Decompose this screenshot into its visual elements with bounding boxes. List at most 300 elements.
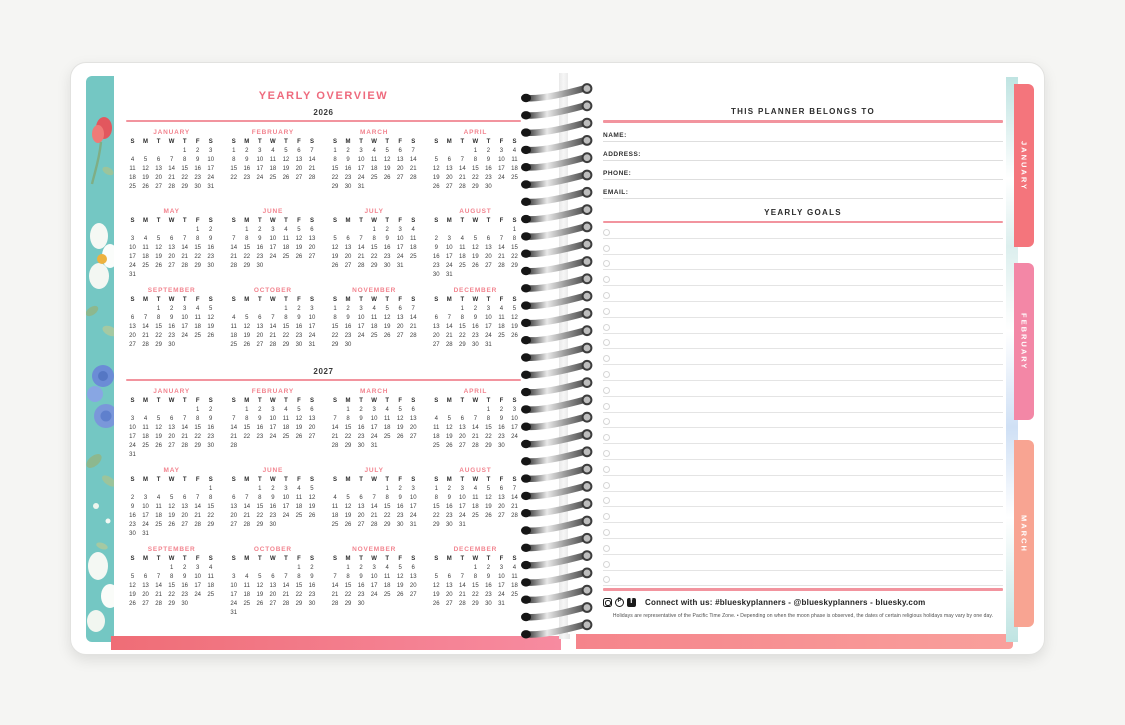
day-cell: 26: [396, 592, 404, 598]
day-cell: 4: [333, 495, 337, 501]
weekday-header: T: [182, 556, 187, 562]
day-cell: 7: [232, 236, 236, 242]
weekday-header: M: [244, 297, 250, 303]
day-cell: 25: [432, 443, 440, 449]
weekday-header: W: [371, 398, 377, 404]
month-grid: [329, 476, 420, 530]
day-cell: 12: [383, 315, 391, 321]
day-cell: 17: [181, 324, 188, 330]
day-cell: 9: [434, 245, 438, 251]
year-section: [126, 108, 521, 359]
weekday-header: S: [231, 139, 236, 145]
goal-line: [603, 555, 1003, 571]
day-cell: 1: [232, 148, 236, 154]
day-cell: 6: [486, 236, 491, 242]
empty-day-cell: [227, 226, 240, 235]
day-cell: 6: [169, 236, 174, 242]
day-cell: 11: [511, 157, 518, 163]
day-cell: 14: [155, 583, 162, 589]
weekday-header: S: [333, 297, 338, 303]
day-cell: 28: [370, 522, 378, 528]
empty-day-cell: [456, 226, 469, 235]
day-cell: 2: [271, 486, 275, 492]
day-cell: 20: [485, 254, 492, 260]
weekday-header: W: [371, 139, 377, 145]
weekday-header: S: [434, 398, 439, 404]
day-cell: 8: [182, 157, 187, 163]
day-cell: 20: [155, 175, 162, 181]
day-cell: 6: [346, 236, 350, 242]
day-cell: 20: [142, 592, 149, 598]
month-grid: [227, 555, 318, 618]
day-cell: 4: [473, 486, 478, 492]
day-cell: 8: [473, 574, 478, 580]
day-cell: 30: [485, 184, 492, 190]
day-cell: 10: [269, 236, 277, 242]
day-cell: 1: [209, 486, 213, 492]
empty-day-cell: [443, 305, 456, 314]
day-cell: 13: [409, 574, 417, 580]
weekday-header: M: [446, 297, 452, 303]
day-cell: 28: [230, 263, 238, 269]
month-grid: [126, 397, 217, 460]
empty-day-cell: [126, 226, 139, 235]
day-cell: 3: [372, 407, 376, 413]
day-cell: 30: [207, 263, 215, 269]
day-cell: 20: [269, 592, 277, 598]
day-cell: 21: [243, 513, 251, 519]
day-cell: 27: [168, 263, 175, 269]
day-cell: 9: [130, 504, 135, 510]
day-cell: 18: [472, 504, 479, 510]
day-cell: 26: [207, 333, 215, 339]
tab-march[interactable]: [1014, 440, 1034, 627]
month-calendar: [430, 466, 521, 539]
spiral-coil-icon: [521, 534, 591, 552]
day-cell: 6: [310, 407, 314, 413]
day-cell: 28: [230, 443, 238, 449]
pinterest-icon: [615, 598, 624, 607]
day-cell: 23: [181, 592, 188, 598]
day-cell: 19: [282, 166, 290, 172]
empty-day-cell: [355, 226, 368, 235]
day-cell: 28: [331, 601, 339, 607]
day-cell: 21: [308, 166, 316, 172]
day-cell: 16: [207, 425, 215, 431]
day-cell: 24: [256, 175, 264, 181]
weekday-header: M: [345, 297, 351, 303]
day-cell: 28: [155, 601, 162, 607]
day-cell: 20: [295, 166, 303, 172]
month-calendar: [430, 128, 521, 201]
day-cell: 19: [256, 592, 264, 598]
day-cell: 13: [168, 245, 175, 251]
day-cell: 6: [130, 315, 135, 321]
day-cell: 4: [499, 306, 504, 312]
day-cell: 23: [344, 333, 352, 339]
weekday-header: T: [257, 398, 262, 404]
day-cell: 2: [169, 306, 174, 312]
day-cell: 14: [142, 324, 149, 330]
weekday-header: T: [156, 218, 161, 224]
day-cell: 17: [269, 425, 277, 431]
day-cell: 24: [357, 333, 365, 339]
day-cell: 23: [308, 592, 316, 598]
day-cell: 4: [196, 306, 200, 312]
day-cell: 31: [207, 184, 215, 190]
weekday-header: T: [486, 398, 491, 404]
day-cell: 13: [168, 425, 175, 431]
day-cell: 19: [432, 175, 440, 181]
day-cell: 17: [458, 504, 466, 510]
day-cell: 31: [498, 601, 505, 607]
day-cell: 22: [485, 434, 492, 440]
weekday-header: T: [156, 139, 161, 145]
day-cell: 16: [485, 583, 492, 589]
weekday-header: F: [499, 297, 504, 303]
day-cell: 7: [143, 315, 148, 321]
weekday-header: S: [512, 556, 517, 562]
day-cell: 5: [473, 236, 478, 242]
day-cell: 23: [485, 592, 492, 598]
day-cell: 20: [396, 324, 404, 330]
day-cell: 2: [130, 495, 135, 501]
goal-line: [603, 507, 1003, 523]
day-cell: 21: [357, 254, 365, 260]
weekday-header: W: [168, 477, 175, 483]
day-cell: 13: [409, 416, 417, 422]
day-cell: 15: [243, 425, 251, 431]
day-cell: 8: [346, 416, 350, 422]
day-cell: 26: [383, 175, 391, 181]
day-cell: 5: [346, 495, 350, 501]
weekday-header: F: [297, 398, 301, 404]
weekday-header: M: [143, 218, 149, 224]
day-cell: 15: [511, 245, 518, 251]
day-cell: 11: [207, 574, 214, 580]
spiral-coil-icon: [521, 171, 591, 189]
day-cell: 15: [344, 583, 352, 589]
month-title: JULY: [364, 208, 384, 215]
empty-day-cell: [227, 564, 240, 573]
day-cell: 12: [168, 504, 175, 510]
month-title: SEPTEMBER: [147, 546, 196, 553]
day-cell: 16: [344, 324, 352, 330]
day-cell: 18: [409, 245, 417, 251]
day-cell: 22: [511, 254, 518, 260]
day-cell: 16: [485, 166, 492, 172]
day-cell: 14: [181, 245, 188, 251]
day-cell: 18: [498, 324, 505, 330]
day-cell: 8: [372, 236, 376, 242]
day-cell: 4: [209, 565, 213, 571]
empty-day-cell: [178, 406, 191, 415]
weekday-header: S: [130, 556, 135, 562]
spiral-coil-icon: [521, 136, 591, 154]
month-calendar: [227, 128, 318, 201]
day-cell: 8: [486, 416, 491, 422]
day-cell: 11: [194, 315, 201, 321]
month-grid: [126, 555, 217, 609]
day-cell: 6: [232, 495, 236, 501]
empty-day-cell: [329, 564, 342, 573]
day-cell: 2: [447, 486, 451, 492]
day-cell: 17: [207, 166, 215, 172]
day-cell: 29: [295, 601, 303, 607]
day-cell: 6: [447, 574, 451, 580]
day-cell: 15: [194, 425, 202, 431]
spiral-coil-icon: [521, 378, 591, 396]
day-cell: 11: [384, 416, 391, 422]
weekday-header: T: [486, 556, 491, 562]
weekday-header: S: [333, 556, 338, 562]
day-cell: 2: [258, 407, 262, 413]
day-cell: 26: [331, 263, 339, 269]
day-cell: 14: [168, 166, 175, 172]
day-cell: 12: [207, 315, 215, 321]
month-calendar: [430, 207, 521, 280]
spiral-coil-icon: [521, 240, 591, 258]
day-cell: 13: [155, 166, 162, 172]
day-cell: 4: [271, 148, 275, 154]
empty-day-cell: [240, 305, 253, 314]
day-cell: 10: [282, 495, 290, 501]
weekday-header: T: [486, 477, 491, 483]
day-cell: 3: [271, 407, 275, 413]
day-cell: 5: [333, 236, 337, 242]
day-cell: 29: [370, 263, 378, 269]
day-cell: 6: [182, 495, 187, 501]
day-cell: 18: [269, 166, 277, 172]
day-cell: 26: [472, 263, 479, 269]
day-cell: 24: [498, 175, 505, 181]
day-cell: 22: [472, 175, 479, 181]
weekday-header: T: [156, 477, 161, 483]
day-cell: 24: [142, 522, 149, 528]
goal-line: [603, 571, 1003, 587]
weekday-header: F: [297, 556, 301, 562]
month-calendar: [430, 387, 521, 460]
empty-day-cell: [227, 305, 240, 314]
day-cell: 30: [256, 263, 264, 269]
day-cell: 27: [344, 263, 352, 269]
month-title: APRIL: [463, 129, 488, 136]
day-cell: 15: [282, 324, 290, 330]
day-cell: 10: [207, 157, 215, 163]
day-cell: 15: [458, 324, 466, 330]
day-cell: 14: [357, 245, 365, 251]
weekday-header: T: [284, 139, 288, 145]
day-cell: 27: [181, 522, 188, 528]
empty-day-cell: [430, 305, 443, 314]
day-cell: 6: [411, 407, 415, 413]
day-cell: 14: [498, 245, 505, 251]
month-title: JANUARY: [153, 388, 191, 395]
day-cell: 28: [445, 342, 453, 348]
weekday-header: S: [309, 139, 314, 145]
day-cell: 21: [230, 254, 238, 260]
month-title: FEBRUARY: [251, 129, 295, 136]
day-cell: 9: [209, 236, 213, 242]
spiral-binding: [518, 83, 610, 639]
fine-print: Holidays are representative of the Pacific Time Zone. • Depending on when the moon phase is observed, the dates of certain religious holidays may vary by one day.: [612, 612, 994, 619]
day-cell: 11: [269, 157, 276, 163]
day-cell: 15: [295, 583, 303, 589]
day-cell: 15: [472, 166, 479, 172]
weekday-header: T: [359, 556, 363, 562]
day-cell: 16: [168, 324, 175, 330]
weekday-header: S: [411, 297, 416, 303]
day-cell: 2: [196, 148, 200, 154]
day-cell: 18: [142, 434, 149, 440]
day-cell: 28: [472, 443, 479, 449]
day-cell: 29: [181, 184, 188, 190]
day-cell: 30: [472, 342, 479, 348]
day-cell: 24: [370, 434, 378, 440]
day-cell: 12: [445, 425, 453, 431]
day-cell: 9: [486, 574, 491, 580]
weekday-header: M: [143, 477, 149, 483]
day-cell: 30: [357, 601, 365, 607]
day-cell: 22: [344, 592, 352, 598]
day-cell: 19: [511, 324, 518, 330]
day-cell: 18: [511, 583, 518, 589]
day-cell: 4: [512, 565, 517, 571]
weekday-header: M: [143, 398, 149, 404]
weekday-header: S: [130, 218, 135, 224]
day-cell: 7: [499, 236, 504, 242]
weekday-header: M: [446, 556, 452, 562]
weekday-header: T: [385, 139, 389, 145]
day-cell: 23: [472, 333, 479, 339]
day-cell: 12: [485, 495, 492, 501]
spiral-coil-icon: [521, 309, 591, 327]
goal-line: [603, 539, 1003, 555]
day-cell: 25: [207, 592, 215, 598]
day-cell: 16: [445, 504, 453, 510]
weekday-header: F: [499, 477, 504, 483]
day-cell: 15: [344, 425, 352, 431]
day-cell: 13: [256, 324, 264, 330]
day-cell: 31: [129, 272, 136, 278]
day-cell: 13: [129, 324, 136, 330]
day-cell: 28: [243, 522, 251, 528]
day-cell: 15: [370, 245, 378, 251]
day-cell: 28: [282, 601, 290, 607]
day-cell: 1: [284, 306, 288, 312]
day-cell: 9: [359, 416, 363, 422]
day-cell: 17: [269, 245, 277, 251]
day-cell: 8: [385, 495, 389, 501]
month-title: AUGUST: [459, 467, 492, 474]
day-cell: 18: [194, 324, 202, 330]
day-cell: 26: [308, 513, 316, 519]
day-cell: 25: [194, 333, 202, 339]
day-cell: 30: [207, 443, 215, 449]
empty-day-cell: [126, 147, 139, 156]
day-cell: 4: [284, 407, 288, 413]
weekday-header: M: [244, 556, 250, 562]
month-title: APRIL: [463, 388, 488, 395]
day-cell: 18: [383, 425, 391, 431]
spiral-coil-icon: [521, 257, 591, 275]
day-cell: 20: [396, 166, 404, 172]
goal-line: [603, 523, 1003, 539]
day-cell: 18: [230, 333, 238, 339]
day-cell: 5: [447, 416, 451, 422]
empty-day-cell: [368, 485, 381, 494]
day-cell: 22: [432, 513, 440, 519]
tab-february[interactable]: [1014, 263, 1034, 420]
day-cell: 15: [155, 324, 162, 330]
day-cell: 7: [182, 236, 187, 242]
month-calendar: [126, 545, 217, 618]
weekday-header: S: [208, 556, 213, 562]
month-grid: [227, 476, 318, 530]
weekday-header: M: [446, 218, 452, 224]
day-cell: 10: [308, 315, 316, 321]
day-cell: 11: [371, 315, 378, 321]
empty-day-cell: [456, 564, 469, 573]
day-cell: 21: [194, 513, 202, 519]
day-cell: 16: [357, 583, 365, 589]
day-cell: 8: [333, 315, 337, 321]
empty-day-cell: [253, 305, 266, 314]
month-title: MAY: [163, 467, 180, 474]
weekday-header: T: [182, 218, 187, 224]
empty-day-cell: [329, 485, 342, 494]
weekday-header: S: [434, 297, 439, 303]
day-cell: 4: [512, 148, 517, 154]
tab-january[interactable]: [1014, 84, 1034, 247]
day-cell: 26: [129, 601, 136, 607]
day-cell: 1: [245, 227, 249, 233]
day-cell: 12: [256, 583, 264, 589]
day-cell: 21: [370, 513, 378, 519]
day-cell: 9: [346, 315, 350, 321]
day-cell: 14: [458, 583, 466, 589]
day-cell: 12: [331, 245, 339, 251]
day-cell: 12: [155, 425, 162, 431]
weekday-header: S: [231, 477, 236, 483]
weekday-header: S: [512, 297, 517, 303]
tab-label: JANUARY: [1019, 140, 1029, 191]
day-cell: 19: [155, 434, 162, 440]
day-cell: 12: [282, 157, 290, 163]
day-cell: 3: [143, 495, 148, 501]
day-cell: 11: [371, 157, 378, 163]
day-cell: 5: [258, 574, 262, 580]
day-cell: 19: [243, 333, 251, 339]
day-cell: 18: [282, 425, 290, 431]
day-cell: 10: [181, 315, 188, 321]
weekday-header: S: [208, 297, 213, 303]
day-cell: 19: [155, 254, 162, 260]
day-cell: 30: [383, 263, 391, 269]
day-cell: 20: [168, 254, 175, 260]
day-cell: 17: [396, 245, 404, 251]
day-cell: 1: [346, 565, 350, 571]
day-cell: 9: [473, 315, 478, 321]
day-cell: 10: [370, 416, 378, 422]
weekday-header: M: [244, 477, 250, 483]
empty-day-cell: [178, 485, 191, 494]
empty-day-cell: [191, 485, 204, 494]
weekday-header: W: [472, 218, 479, 224]
month-grid: [430, 138, 521, 192]
day-cell: 18: [331, 513, 339, 519]
weekday-header: T: [486, 297, 491, 303]
